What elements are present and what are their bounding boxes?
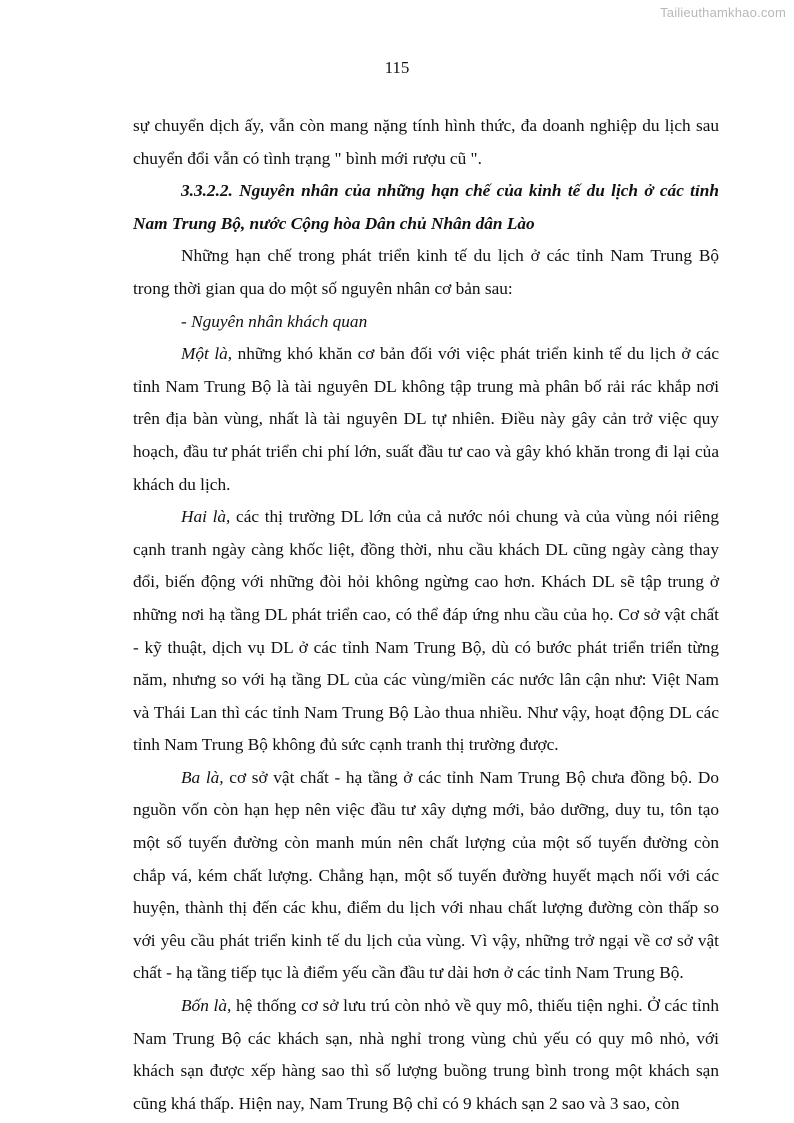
watermark: Tailieuthamkhao.com [660,5,786,20]
paragraph-reason-three [133,762,719,990]
reason-three-text: cơ sở vật chất - hạ tầng ở các tỉnh Nam Trung Bộ chưa đồng bộ. Do nguồn vốn còn hạn hẹp nên việc đầu tư xây dựng mới, bảo dưỡng, duy tu, tôn tạo một số tuyến đường còn manh mún nên chất lượng của một số tuyến đường còn chắp vá, kém chất lượng. Chẳng hạn, một số tuyến đường huyết mạch nối với các huyện, thành thị đến các khu, điểm du lịch với nhau chất lượng đường còn thấp so với yêu cầu phát triển kinh tế du lịch của vùng. Vì vậy, những trở ngại về cơ sở vật chất - hạ tầng tiếp tục là điểm yếu cần đầu tư dài hơn ở các tỉnh Nam Trung Bộ. [133,767,719,983]
paragraph-reason-one [133,338,719,501]
reason-one-lead: Một là, [181,344,233,364]
reason-one-text: những khó khăn cơ bản đối với việc phát triển kinh tế du lịch ở các tỉnh Nam Trung Bộ là tài nguyên DL không tập trung mà phân bố rải rác khắp nơi trên địa bàn vùng, nhất là tài nguyên DL tự nhiên. Điều này gây cản trở việc quy hoạch, đầu tư phát triển chi phí lớn, suất đầu tư cao và gây khó khăn trong đi lại của khách du lịch. [133,344,720,494]
page-number: 115 [384,58,410,77]
document-body [133,110,719,1120]
reason-four-lead: Bốn là, [181,996,232,1016]
reason-three-lead: Ba là, [181,767,224,787]
paragraph-reason-two [133,501,719,762]
paragraph-reason-four [133,990,719,1120]
section-heading: 3.3.2.2. Nguyên nhân của những hạn chế của kinh tế du lịch ở các tỉnh Nam Trung Bộ, nước Cộng hòa Dân chủ Nhân dân Lào [133,181,719,233]
paragraph-continuation: sự chuyển dịch ấy, vẫn còn mang nặng tính hình thức, đa doanh nghiệp du lịch sau chuyển đổi vẫn có tình trạng " bình mới rượu cũ ". [133,116,719,168]
subheading-objective-causes: - Nguyên nhân khách quan [181,311,368,331]
reason-two-text: các thị trường DL lớn của cả nước nói chung và của vùng nói riêng cạnh tranh ngày càng khốc liệt, đồng thời, nhu cầu khách DL cũng ngày càng thay đổi, biến động với những đòi hỏi không ngừng cao hơn. Khách DL sẽ tập trung ở những nơi hạ tầng DL phát triển cao, có thể đáp ứng nhu cầu của họ. Cơ sở vật chất - kỹ thuật, dịch vụ DL ở các tỉnh Nam Trung Bộ, dù có bước phát triển triển từng năm, nhưng so với hạ tầng DL của các vùng/miền các nước lân cận như: Việt Nam và Thái Lan thì các tỉnh Nam Trung Bộ Lào thua nhiều. Như vậy, hoạt động DL các tỉnh Nam Trung Bộ không đủ sức cạnh tranh thị trường được. [133,507,719,755]
paragraph-intro: Những hạn chế trong phát triển kinh tế du lịch ở các tỉnh Nam Trung Bộ trong thời gian qua do một số nguyên nhân cơ bản sau: [133,246,719,298]
reason-two-lead: Hai là, [181,507,231,527]
reason-four-text: hệ thống cơ sở lưu trú còn nhỏ về quy mô, thiếu tiện nghi. Ở các tỉnh Nam Trung Bộ các khách sạn, nhà nghỉ trong vùng chủ yếu có quy mô nhỏ, với khách sạn được xếp hàng sao thì số lượng buồng trung bình trong một khách sạn cũng khá thấp. Hiện nay, Nam Trung Bộ chỉ có 9 khách sạn 2 sao và 3 sao, còn [133,996,719,1113]
